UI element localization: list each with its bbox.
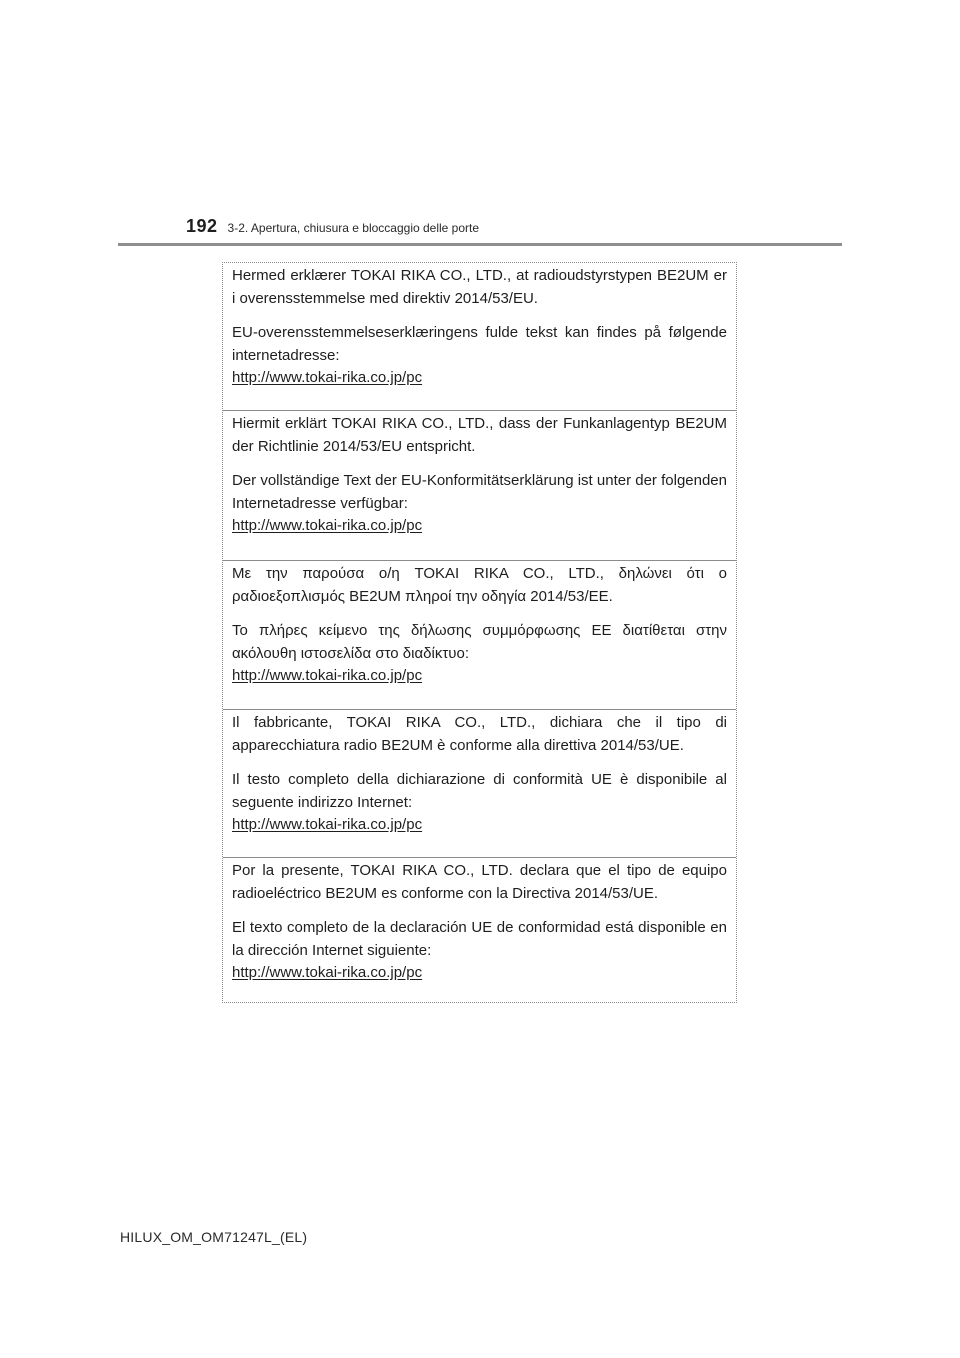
declaration-text: Hiermit erklärt TOKAI RIKA CO., LTD., dass der Funkanlagentyp BE2UM der Richtlinie 2014/53/EU entspricht. [232, 415, 727, 455]
fulltext-text: Το πλήρες κείμενο της δήλωσης συμμόρφωσης ΕΕ διατίθεται στην ακόλουθη ιστοσελίδα στο διαδίκτυο: [232, 622, 727, 662]
section-divider [223, 857, 736, 858]
header-rule [118, 243, 842, 246]
declaration-text: Il fabbricante, TOKAI RIKA CO., LTD., dichiara che il tipo di apparecchiatura radio BE2UM è conforme alla direttiva 2014/53/UE. [232, 714, 727, 754]
notice-italian [223, 712, 736, 837]
page-header [186, 216, 479, 237]
declaration-text: Με την παρούσα ο/η TOKAI RIKA CO., LTD., δηλώνει ότι ο ραδιοεξοπλισμός BE2UM πληροί την οδηγία 2014/53/ΕΕ. [232, 565, 727, 605]
declaration-url-link[interactable]: http://www.tokai-rika.co.jp/pc [232, 369, 423, 386]
declaration-url-link[interactable]: http://www.tokai-rika.co.jp/pc [232, 964, 423, 981]
fulltext-text: EU-overensstemmelseserklæringens fulde tekst kan findes på følgende internetadresse: [232, 324, 727, 364]
section-divider [223, 709, 736, 710]
page-number: 192 [186, 216, 218, 236]
notice-greek [223, 563, 736, 688]
declaration-text: Por la presente, TOKAI RIKA CO., LTD. declara que el tipo de equipo radioeléctrico BE2UM es conforme con la Directiva 2014/53/UE. [232, 862, 727, 902]
notice-danish [223, 265, 736, 390]
declaration-url-link[interactable]: http://www.tokai-rika.co.jp/pc [232, 816, 423, 833]
declaration-text: Hermed erklærer TOKAI RIKA CO., LTD., at radioudstyrstypen BE2UM er i overensstemmelse med direktiv 2014/53/EU. [232, 267, 727, 307]
fulltext-text: Der vollständige Text der EU-Konformitätserklärung ist unter der folgenden Internetadresse verfügbar: [232, 472, 727, 512]
section-divider [223, 410, 736, 411]
declaration-url-link[interactable]: http://www.tokai-rika.co.jp/pc [232, 667, 423, 684]
declaration-url-link[interactable]: http://www.tokai-rika.co.jp/pc [232, 517, 423, 534]
notice-german [223, 413, 736, 538]
fulltext-text: El texto completo de la declaración UE de conformidad está disponible en la dirección Internet siguiente: [232, 919, 727, 959]
fulltext-text: Il testo completo della dichiarazione di conformità UE è disponibile al seguente indirizzo Internet: [232, 771, 727, 811]
section-title: 3-2. Apertura, chiusura e bloccaggio delle porte [227, 221, 480, 235]
section-divider [223, 560, 736, 561]
notice-spanish [223, 860, 736, 985]
document-code: HILUX_OM_OM71247L_(EL) [120, 1229, 308, 1245]
conformity-notice-box [222, 262, 737, 1003]
